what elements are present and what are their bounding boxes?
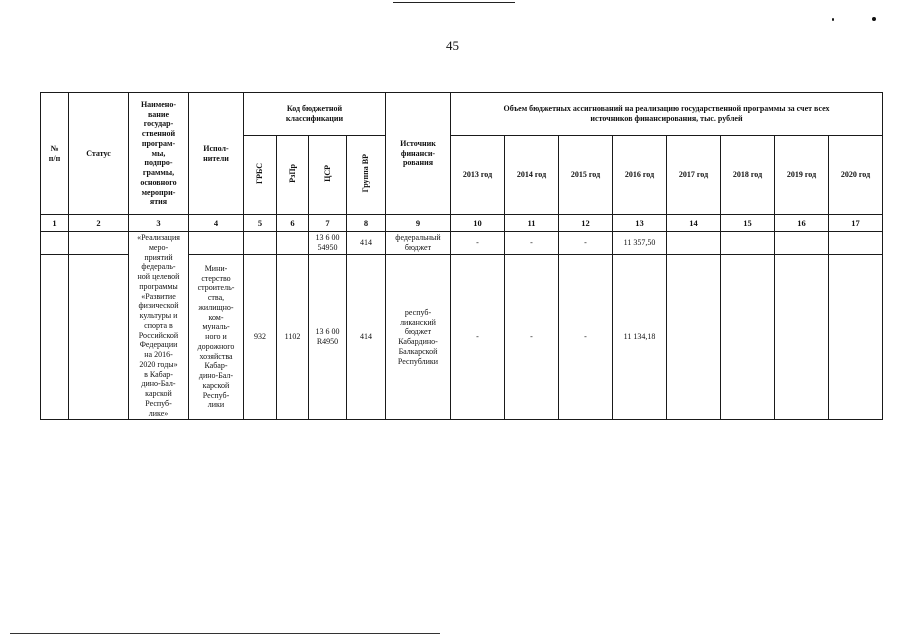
- vr-cell: 414: [347, 232, 386, 255]
- bottom-rule: [10, 633, 440, 634]
- vr-cell: 414: [347, 254, 386, 419]
- source-cell: респуб- ликанский бюджет Кабардино- Балкарской Республики: [386, 254, 451, 419]
- table-row-federal: [41, 232, 883, 255]
- value-2014-cell: -: [505, 254, 559, 419]
- header-grbs: ГРБС: [244, 136, 277, 215]
- source-cell: федеральный бюджет: [386, 232, 451, 255]
- header-allocations: Объем бюджетных ассигнований на реализацию государственной программы за счет всех источников финансирования, тыс. рублей: [451, 93, 883, 136]
- value-2017-cell: [667, 232, 721, 255]
- column-number: 2: [69, 215, 129, 232]
- header-year-2015: 2015 год: [559, 136, 613, 215]
- column-number: 6: [277, 215, 309, 232]
- column-number: 8: [347, 215, 386, 232]
- csr-cell: 13 6 00 R4950: [309, 254, 347, 419]
- value-2019-cell: [775, 254, 829, 419]
- column-number: 1: [41, 215, 69, 232]
- header-year-2016: 2016 год: [613, 136, 667, 215]
- rzpr-cell: 1102: [277, 254, 309, 419]
- column-number: 14: [667, 215, 721, 232]
- header-year-2018: 2018 год: [721, 136, 775, 215]
- row-status-cell: [69, 232, 129, 255]
- value-2019-cell: [775, 232, 829, 255]
- column-number: 16: [775, 215, 829, 232]
- column-number: 13: [613, 215, 667, 232]
- header-status: Статус: [69, 93, 129, 215]
- column-number: 10: [451, 215, 505, 232]
- page-number: 45: [446, 38, 459, 53]
- column-number: 5: [244, 215, 277, 232]
- header-executors: Испол- нители: [189, 93, 244, 215]
- header-year-2013: 2013 год: [451, 136, 505, 215]
- grbs-cell: 932: [244, 254, 277, 419]
- value-2018-cell: [721, 254, 775, 419]
- value-2016-cell: 11 134,18: [613, 254, 667, 419]
- header-csr: ЦСР: [309, 136, 347, 215]
- header-rzpr: РзПр: [277, 136, 309, 215]
- value-2013-cell: -: [451, 232, 505, 255]
- scan-speck: [832, 18, 834, 21]
- header-vr-group: Группа ВР: [347, 136, 386, 215]
- header-year-2019: 2019 год: [775, 136, 829, 215]
- value-2014-cell: -: [505, 232, 559, 255]
- header-source: Источник финанси- рования: [386, 93, 451, 215]
- row-status-cell: [69, 254, 129, 419]
- value-2020-cell: [829, 254, 883, 419]
- scan-speck: [872, 17, 876, 21]
- value-2015-cell: -: [559, 232, 613, 255]
- row-grbs-cell: [244, 232, 277, 255]
- value-2017-cell: [667, 254, 721, 419]
- header-num: № п/п: [41, 93, 69, 215]
- column-number: 3: [129, 215, 189, 232]
- value-2018-cell: [721, 232, 775, 255]
- value-2013-cell: -: [451, 254, 505, 419]
- header-year-2017: 2017 год: [667, 136, 721, 215]
- header-year-2014: 2014 год: [505, 136, 559, 215]
- column-number: 9: [386, 215, 451, 232]
- csr-cell: 13 6 00 54950: [309, 232, 347, 255]
- row-rzpr-cell: [277, 232, 309, 255]
- column-number: 17: [829, 215, 883, 232]
- event-name-cell: «Реализация меро- приятий федераль- ной целевой программы «Развитие физической культуры и спорта в Российской Федерации на 2016- 2020 годы» в Кабар- дино-Бал- карской Респуб- лике»: [129, 232, 189, 420]
- column-number: 15: [721, 215, 775, 232]
- row-num-cell: [41, 232, 69, 255]
- column-number: 7: [309, 215, 347, 232]
- row-executor-cell: [189, 232, 244, 255]
- header-name: Наимено- вание государ- ственной програм- мы, подпро- граммы, основного меропри- ятия: [129, 93, 189, 215]
- value-2020-cell: [829, 232, 883, 255]
- header-year-2020: 2020 год: [829, 136, 883, 215]
- column-number: 4: [189, 215, 244, 232]
- budget-allocation-table: [40, 92, 883, 420]
- column-number-row: [41, 215, 883, 232]
- column-number: 12: [559, 215, 613, 232]
- row-num-cell: [41, 254, 69, 419]
- top-rule: [393, 2, 515, 3]
- value-2016-cell: 11 357,50: [613, 232, 667, 255]
- column-number: 11: [505, 215, 559, 232]
- executor-cell: Мини- стерство строитель- ства, жилищно- ком- муналь- ного и дорожного хозяйства Кабар- дино-Бал- карской Респуб- лики: [189, 254, 244, 419]
- value-2015-cell: -: [559, 254, 613, 419]
- header-budget-code: Код бюджетной классификации: [244, 93, 386, 136]
